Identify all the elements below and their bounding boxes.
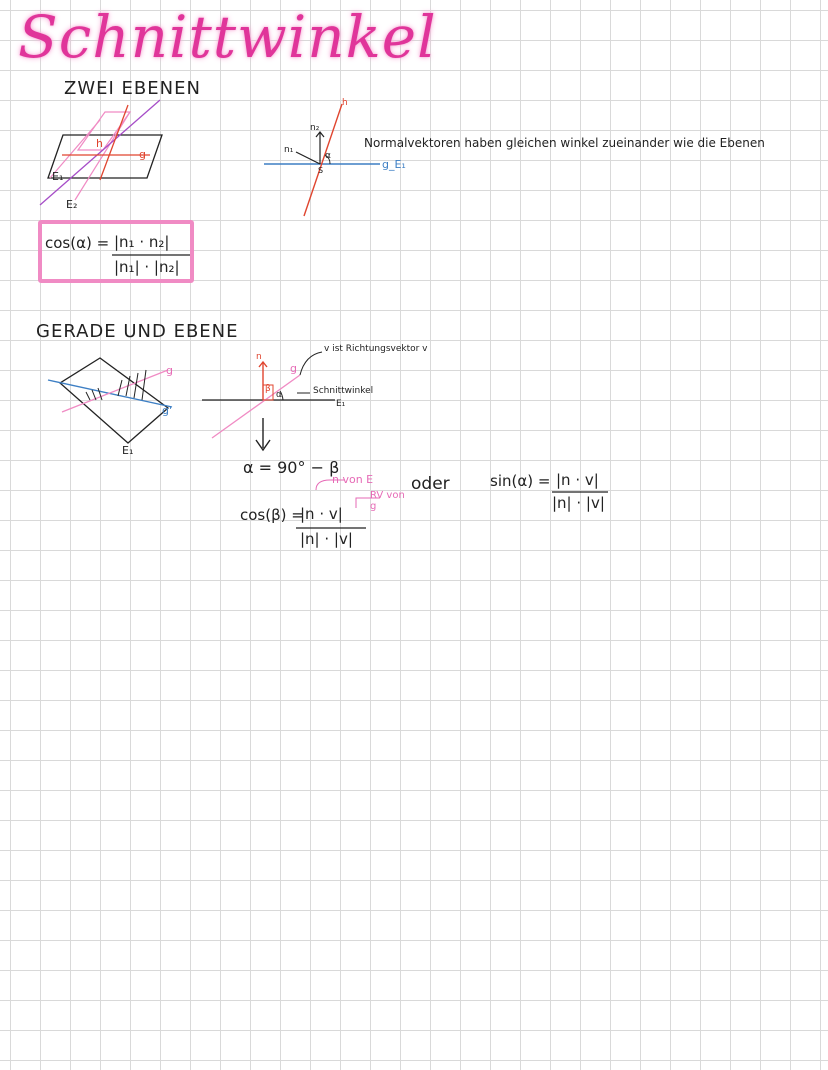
formula-cos-num: |n₁ · n₂| xyxy=(114,233,170,251)
formula-cos-beta-den: |n| · |v| xyxy=(300,530,353,548)
formula-cos-beta-lhs: cos(β) = xyxy=(240,506,304,524)
label-e1-s2: E₁ xyxy=(122,444,134,457)
line-h xyxy=(100,105,128,180)
label-n2: n₂ xyxy=(310,123,320,133)
label-beta: β xyxy=(265,384,271,394)
label-alpha: α xyxy=(325,151,331,161)
vector-n1 xyxy=(296,152,320,164)
section-heading-line-plane: GERADE UND EBENE xyxy=(36,321,239,342)
label-h: h xyxy=(96,137,103,150)
formula-sin-alpha-den: |n| · |v| xyxy=(552,494,605,512)
label-ge1: g_E₁ xyxy=(382,158,406,171)
equation-alpha: α = 90° − β xyxy=(243,458,340,477)
label-n: n xyxy=(256,352,262,362)
normal-vectors-note: Normalvektoren haben gleichen winkel zueinander wie die Ebenen xyxy=(364,136,765,150)
formula-sin-alpha-num: |n · v| xyxy=(556,471,599,489)
section-heading-two-planes: ZWEI EBENEN xyxy=(64,78,201,99)
label-g: g xyxy=(139,148,146,161)
label-e1: E₁ xyxy=(52,170,64,183)
label-g-right: g xyxy=(290,362,297,375)
label-e1-right: E₁ xyxy=(336,399,346,409)
annotation-schnittwinkel: Schnittwinkel xyxy=(313,386,374,396)
label-s: S xyxy=(318,166,324,175)
page-title: Schnittwinkel xyxy=(18,3,437,71)
label-g-prime: g' xyxy=(162,404,173,417)
line-g-2 xyxy=(212,375,300,438)
annotation-n-von-e: n von E xyxy=(332,473,374,486)
formula-sin-alpha-lhs: sin(α) = xyxy=(490,472,551,490)
formula-cos-beta-num: |n · v| xyxy=(300,505,343,523)
label-g-left: g xyxy=(166,364,173,377)
annotation-rv-von-g: RV von g xyxy=(370,490,405,512)
word-oder: oder xyxy=(411,474,450,494)
label-e2: E₂ xyxy=(66,198,78,211)
normal-vectors-sketch xyxy=(264,104,380,216)
line-h2 xyxy=(304,104,342,216)
label-h2: h xyxy=(342,98,348,108)
label-alpha-s2: α xyxy=(276,390,282,400)
label-n1: n₁ xyxy=(284,145,294,155)
formula-cos-lhs: cos(α) = xyxy=(45,234,110,252)
line-plane-sketch xyxy=(48,358,172,443)
plane-e1-diamond xyxy=(60,358,168,443)
formula-cos-den: |n₁| · |n₂| xyxy=(114,258,180,276)
annotation-direction-vector: v ist Richtungsvektor v xyxy=(324,344,428,354)
line-g xyxy=(62,370,168,412)
plane-e2-outline xyxy=(78,112,130,150)
